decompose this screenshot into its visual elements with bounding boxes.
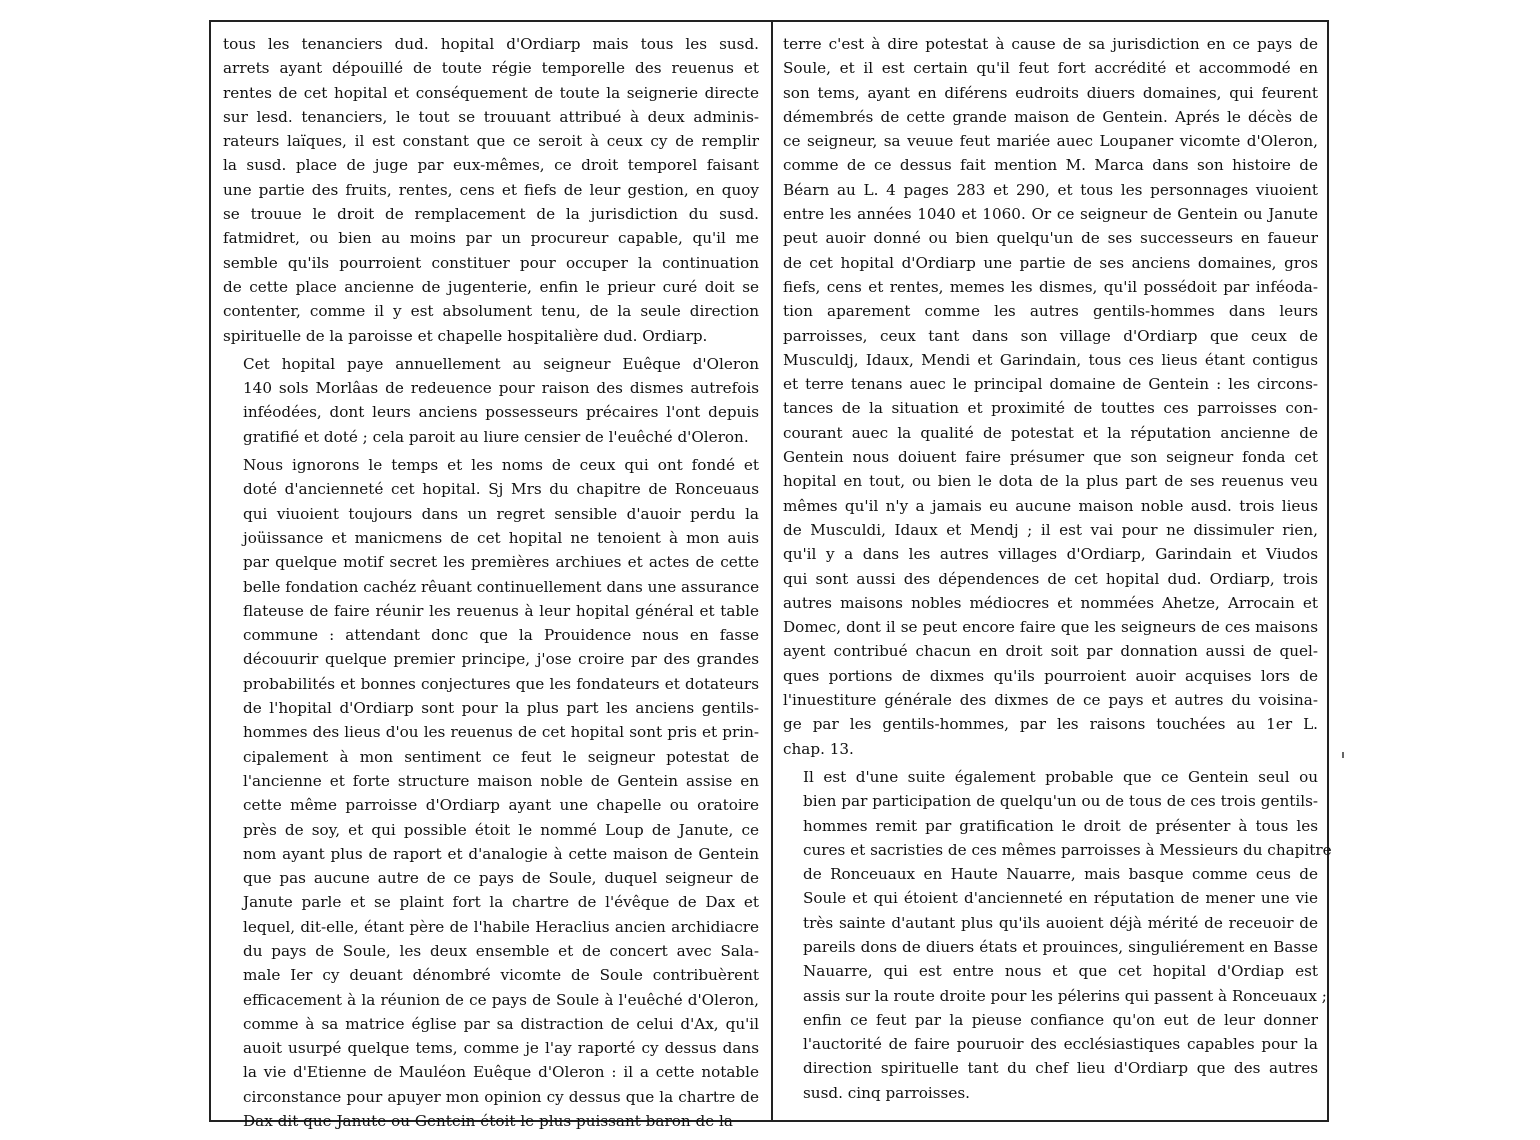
text-line: chap. 13. [783,739,854,758]
text-line: tances de la situation et proximité de touttes ces parroisses con- [783,399,1318,418]
text-line: Domec, dont il se peut encore faire que les seigneurs de ces maisons [783,618,1318,637]
text-line: parroisses, ceux tant dans son village d'Ordiarp que ceux de [783,326,1318,345]
text-line: tion aparement comme les autres gentils-hommes dans leurs [783,302,1318,321]
text-line: susd. cinq parroisses. [803,1083,970,1102]
text-line: une partie des fruits, rentes, cens et fiefs de leur gestion, en quoy [223,180,759,199]
text-line: l'auctorité de faire pouruoir des ecclésiastiques capables pour la [803,1035,1318,1054]
left-paragraph-1 [223,32,759,348]
text-line: terre c'est à dire potestat à cause de sa jurisdiction en ce pays de [783,35,1318,53]
text-line: son tems, ayant en diférens eudroits diuers domaines, qui feurent [783,83,1318,102]
right-paragraph-2 [783,765,1332,1105]
text-line: belle fondation cachéz rêuant continuellement dans une assurance [243,577,760,596]
text-line: comme de ce dessus fait mention M. Marca dans son histoire de [783,156,1318,175]
text-line: qu'il y a dans les autres villages d'Ordiarp, Garindain et Viudos [783,545,1318,564]
text-line: Soule, et il est certain qu'il feut fort accrédité et accommodé en [783,59,1318,78]
text-line: spirituelle de la paroisse et chapelle hospitalière dud. Ordiarp. [223,326,708,345]
left-paragraph-3 [223,453,759,1133]
two-column-page-frame [209,20,1332,1131]
text-line: auoit usurpé quelque tems, comme je l'ay raporté cy dessus dans [243,1039,759,1058]
text-line: de Musculdi, Idaux et Mendj ; il est vai pour ne dissimuler rien, [783,520,1318,539]
text-line: près de soy, et qui possible étoit le nommé Loup de Janute, ce [243,820,759,839]
left-column [223,32,760,1131]
text-line: mêmes qu'il n'y a jamais eu aucune maison noble ausd. trois lieus [783,496,1318,515]
text-line: joüissance et manicmens de cet hopital ne tenoient à mon auis [243,528,759,547]
text-line: se trouue le droit de remplacement de la jurisdiction du susd. [223,205,759,224]
text-line: enfin ce feut par la pieuse confiance qu'on eut de leur donner [803,1010,1318,1029]
text-line: de cette place ancienne de jugenterie, enfin le prieur curé doit se [223,277,759,296]
text-line: comme à sa matrice église par sa distraction de celui d'Ax, qu'il [243,1014,759,1033]
column-divider [771,22,773,1120]
text-line: tous les tenanciers dud. hopital d'Ordiarp mais tous les susd. [223,35,759,53]
text-line: cures et sacristies de ces mêmes parroisses à Messieurs du chapitre [803,840,1332,859]
text-line: sur lesd. tenanciers, le tout se trouuant attribué à deux adminis- [223,107,759,126]
right-paragraph-1 [783,32,1318,761]
text-line: flateuse de faire réunir les reuenus à leur hopital général et table [243,601,759,620]
text-line: male Ier cy deuant dénombré vicomte de Soule contribuèrent [243,966,759,985]
text-line: doté d'ancienneté cet hopital. Sj Mrs du chapitre de Ronceuaus [243,480,759,499]
text-line: semble qu'ils pourroient constituer pour occuper la continuation [223,253,759,272]
right-column [783,32,1332,1114]
text-line: contenter, comme il y est absolument tenu, de la seule direction [223,302,759,321]
text-line: qui sont aussi des dépendences de cet hopital dud. Ordiarp, trois [783,569,1318,588]
text-line: peut auoir donné ou bien quelqu'un de ses successeurs en faueur [783,229,1318,248]
text-line: très sainte d'autant plus qu'ils auoient déjà mérité de receuoir de [803,913,1318,932]
text-line: par quelque motif secret les premières archiues et actes de cette [243,553,759,572]
left-paragraph-2 [223,352,759,449]
text-line: rateurs laïques, il est constant que ce seroit à ceux cy de remplir [223,132,759,151]
text-line: Gentein nous doiuent faire présumer que son seigneur fonda cet [783,448,1318,467]
text-line: gratifié et doté ; cela paroit au liure censier de l'euêché d'Oleron. [243,427,749,446]
text-line: Nous ignorons le temps et les noms de ceux qui ont fondé et [243,456,759,475]
text-line: Musculdj, Idaux, Mendi et Garindain, tous ces lieus étant contigus [783,350,1318,369]
text-line: direction spirituelle tant du chef lieu d'Ordiarp que des autres [803,1059,1318,1078]
text-line: fiefs, cens et rentes, memes les dismes, qu'il possédoit par inféoda- [783,277,1318,296]
text-line: et terre tenans auec le principal domaine de Gentein : les circons- [783,375,1318,394]
text-line: pareils dons de diuers états et prouinces, singuliérement en Basse [803,937,1318,956]
text-line: Soule et qui étoient d'ancienneté en réputation de mener une vie [803,889,1318,908]
text-line: du pays de Soule, les deux ensemble et de concert avec Sala- [243,941,759,960]
margin-mark [1342,752,1344,758]
text-line: arrets ayant dépouillé de toute régie temporelle des reuenus et [223,59,759,78]
text-line: 140 sols Morlâas de redeuence pour raison des dismes autrefois [243,379,759,398]
text-line: nom ayant plus de raport et d'analogie à cette maison de Gentein [243,844,759,863]
text-line: hommes des lieus d'ou les reuenus de cet hopital sont pris et prin- [243,723,759,742]
text-line: ge par les gentils-hommes, par les raisons touchées au 1er L. [783,715,1318,734]
text-line: découurir quelque premier principe, j'ose croire par des grandes [243,650,759,669]
text-line: que pas aucune autre de ce pays de Soule, duquel seigneur de [243,869,759,888]
text-line: cipalement à mon sentiment ce feut le seigneur potestat de [243,747,759,766]
text-line: hommes remit par gratification le droit de présenter à tous les [803,816,1318,835]
text-line: probabilités et bonnes conjectures que les fondateurs et dotateurs [243,674,759,693]
text-line: courant auec la qualité de potestat et la réputation ancienne de [783,423,1318,442]
text-line: entre les années 1040 et 1060. Or ce seigneur de Gentein ou Janute [783,205,1318,224]
text-line: de l'hopital d'Ordiarp sont pour la plus part les anciens gentils- [243,699,759,718]
text-line: ques portions de dixmes qu'ils pourroient auoir acquises lors de [783,666,1318,685]
text-line: Janute parle et se plaint fort la chartre de l'évêque de Dax et [243,893,759,912]
text-line: Dax dit que Janute ou Gentein étoit le plus puissant baron de la [243,1112,733,1131]
text-line: efficacement à la réunion de ce pays de Soule à l'euêché d'Oleron, [243,990,759,1009]
text-line: cette même parroisse d'Ordiarp ayant une chapelle ou oratoire [243,796,759,815]
text-line: de Ronceuaux en Haute Nauarre, mais basque comme ceus de [803,865,1318,884]
text-line: commune : attendant donc que la Prouidence nous en fasse [243,626,759,645]
text-line: démembrés de cette grande maison de Gentein. Aprés le décès de [783,107,1318,126]
text-line: l'inuestiture générale des dixmes de ce pays et autres du voisina- [783,691,1318,710]
text-line: fatmidret, ou bien au moins par un procureur capable, qu'il me [223,229,759,248]
text-line: circonstance pour apuyer mon opinion cy dessus que la chartre de [243,1087,759,1106]
text-line: ce seigneur, sa veuue feut mariée auec Loupaner vicomte d'Oleron, [783,132,1318,151]
text-line: la vie d'Etienne de Mauléon Euêque d'Oleron : il a cette notable [243,1063,759,1082]
text-line: Nauarre, qui est entre nous et que cet hopital d'Ordiap est [803,962,1318,981]
text-line: lequel, dit-elle, étant père de l'habile Heraclius ancien archidiacre [243,917,759,936]
text-line: assis sur la route droite pour les pélerins qui passent à Ronceuaux ; [803,986,1327,1005]
text-line: qui viuoient toujours dans un regret sensible d'auoir perdu la [243,504,759,523]
text-line: rentes de cet hopital et conséquement de toute la seignerie directe [223,83,759,102]
text-line: la susd. place de juge par eux-mêmes, ce droit temporel faisant [223,156,759,175]
text-line: autres maisons nobles médiocres et nommées Ahetze, Arrocain et [783,593,1318,612]
text-line: ayent contribué chacun en droit soit par donnation aussi de quel- [783,642,1318,661]
text-line: bien par participation de quelqu'un ou de tous de ces trois gentils- [803,792,1318,811]
text-line: l'ancienne et forte structure maison noble de Gentein assise en [243,771,759,790]
text-line: Béarn au L. 4 pages 283 et 290, et tous les personnages viuoient [783,180,1318,199]
text-line: Il est d'une suite également probable que ce Gentein seul ou [803,767,1318,786]
text-line: hopital en tout, ou bien le dota de la plus part de ses reuenus veu [783,472,1318,491]
text-line: Cet hopital paye annuellement au seigneur Euêque d'Oleron [243,354,759,373]
text-line: inféodées, dont leurs anciens possesseurs précaires l'ont depuis [243,403,759,422]
text-line: de cet hopital d'Ordiarp une partie de ses anciens domaines, gros [783,253,1318,272]
